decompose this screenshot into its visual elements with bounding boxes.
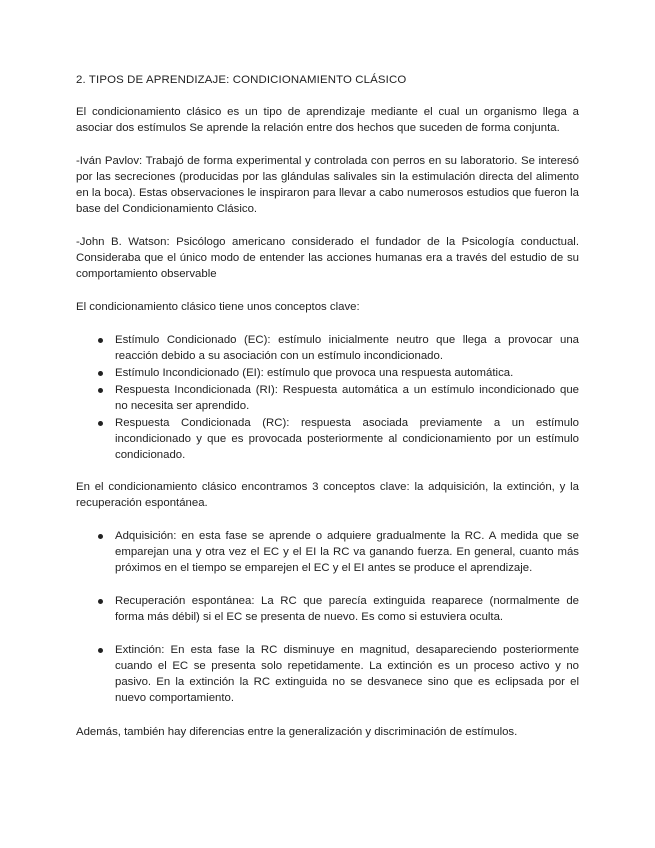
list-item	[98, 415, 579, 463]
list-item	[98, 382, 579, 414]
concept-text: Respuesta Condicionada (RC): respuesta asociada previamente a un estímulo incondicionado y que es provocada posteriormente al condicionamiento por un estímulo condicionado.	[115, 417, 579, 461]
key-concepts-list	[76, 332, 579, 463]
list-item	[98, 332, 579, 364]
pavlov-paragraph: -Iván Pavlov: Trabajó de forma experimental y controlada con perros en su laboratorio. Se interesó por las secreciones (producidas por las glándulas salivales sin la estimulación directa del alimento en la boca). Estas observaciones le inspiraron para llevar a cabo numerosos estudios que fueron la base del Condicionamiento Clásico.	[76, 155, 579, 215]
phases-list	[76, 528, 579, 706]
document-page	[76, 72, 579, 740]
bullet-icon	[98, 388, 103, 393]
bullet-icon	[98, 648, 103, 653]
list-item	[98, 365, 579, 381]
bullet-icon	[98, 371, 103, 376]
bullet-icon	[98, 421, 103, 426]
concept-text: Respuesta Incondicionada (RI): Respuesta automática a un estímulo incondicionado que no necesita ser aprendido.	[115, 384, 579, 412]
phase-text: Extinción: En esta fase la RC disminuye en magnitud, desapareciendo posteriormente cuando el EC se presenta solo repetidamente. La extinción es un proceso activo y no pasivo. En la extinción la RC extinguida no se desvanece sino que es eclipsada por el nuevo comportamiento.	[115, 644, 579, 704]
concepts-intro-paragraph: El condicionamiento clásico tiene unos conceptos clave:	[76, 301, 360, 313]
intro-paragraph: El condicionamiento clásico es un tipo de aprendizaje mediante el cual un organismo llega a asociar dos estímulos Se aprende la relación entre dos hechos que suceden de forma conjunta.	[76, 106, 579, 134]
phase-text: Adquisición: en esta fase se aprende o adquiere gradualmente la RC. A medida que se emparejan una y otra vez el EC y el EI la RC va ganando fuerza. En general, cuanto más próximos en el tiempo se emparejen el EC y el EI antes se produce el aprendizaje.	[115, 530, 579, 574]
bullet-icon	[98, 338, 103, 343]
phases-intro-paragraph: En el condicionamiento clásico encontramos 3 conceptos clave: la adquisición, la extinción, y la recuperación espontánea.	[76, 481, 579, 509]
list-item	[98, 593, 579, 625]
concept-text: Estímulo Incondicionado (EI): estímulo que provoca una respuesta automática.	[115, 367, 514, 379]
phase-text: Recuperación espontánea: La RC que parecía extinguida reaparece (normalmente de forma más débil) si el EC se presenta de nuevo. Es como si estuviera oculta.	[115, 595, 579, 623]
closing-paragraph: Además, también hay diferencias entre la generalización y discriminación de estímulos.	[76, 726, 518, 738]
list-item	[98, 528, 579, 576]
bullet-icon	[98, 599, 103, 604]
list-item	[98, 642, 579, 706]
section-title: 2. TIPOS DE APRENDIZAJE: CONDICIONAMIENTO CLÁSICO	[76, 74, 407, 86]
watson-paragraph: -John B. Watson: Psicólogo americano considerado el fundador de la Psicología conductual. Consideraba que el único modo de entender las acciones humanas era a través del estudio de su comportamiento observable	[76, 236, 579, 280]
concept-text: Estímulo Condicionado (EC): estímulo inicialmente neutro que llega a provocar una reacción debido a su asociación con un estímulo incondicionado.	[115, 334, 579, 362]
bullet-icon	[98, 534, 103, 539]
